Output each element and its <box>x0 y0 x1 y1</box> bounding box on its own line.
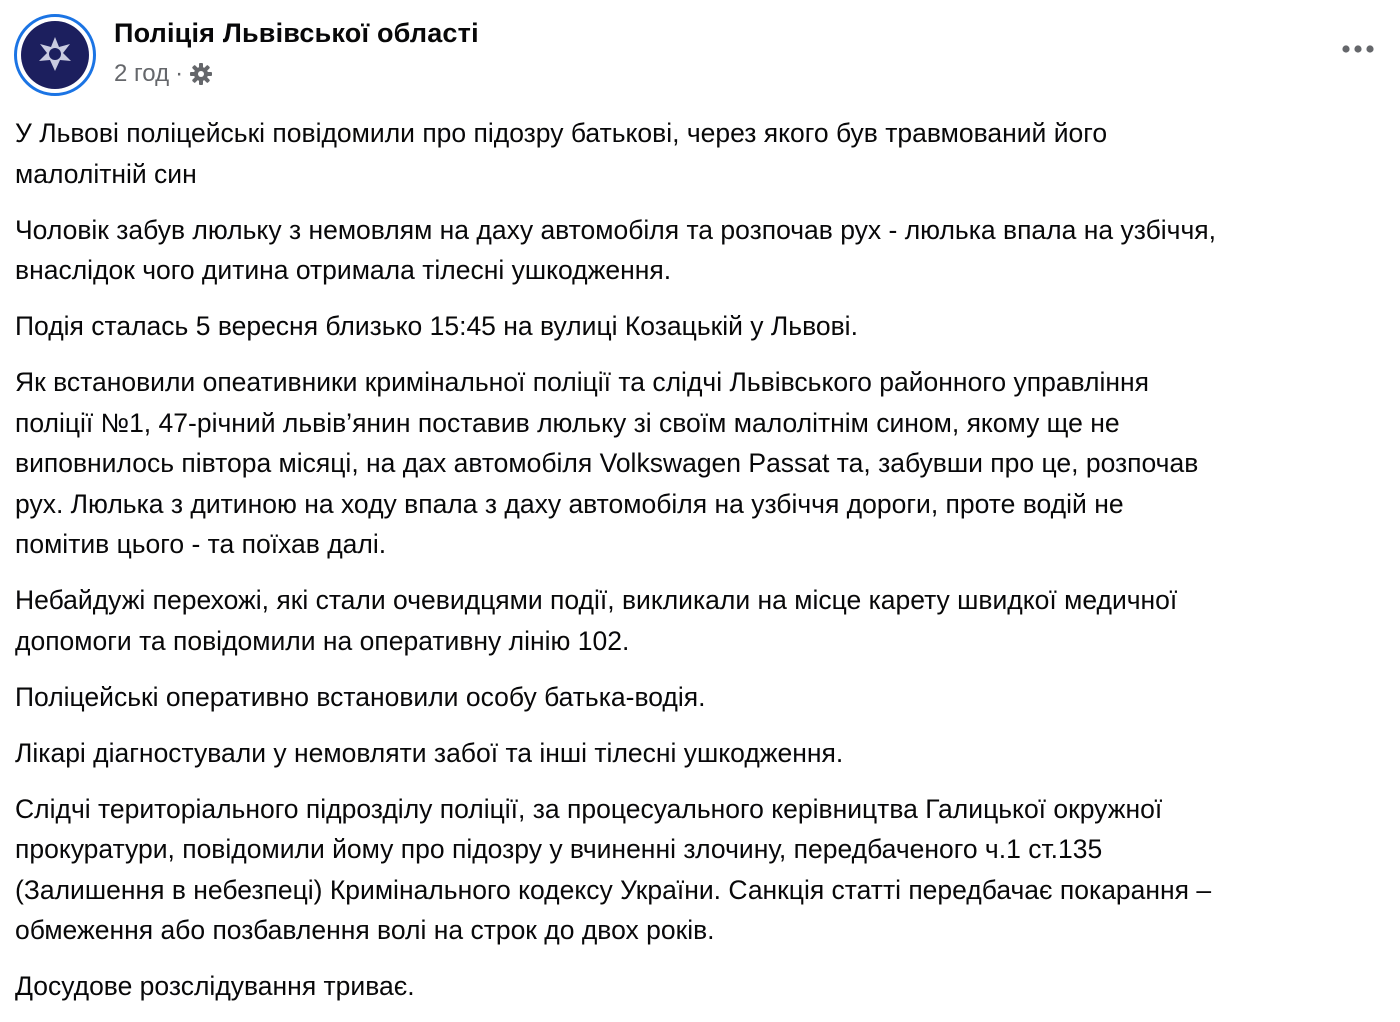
post-paragraph <box>15 362 1216 565</box>
paragraph-line: прокуратури, повідомили йому про підозру у вчиненні злочину, передбаченого ч.1 ст.135 <box>15 834 1103 864</box>
paragraph-line: Подія сталась 5 вересня близько 15:45 на вулиці Козацькій у Львові. <box>15 311 858 341</box>
paragraph-line: У Львові поліцейські повідомили про підозру батькові, через якого був травмований його <box>15 118 1108 148</box>
paragraph-line: обмеження або позбавлення волі на строк до двох років. <box>15 915 715 945</box>
paragraph-line: Досудове розслідування триває. <box>15 971 415 1001</box>
post-time-link[interactable]: 2 год <box>114 60 170 87</box>
post-paragraph <box>15 580 1216 661</box>
paragraph-line: (Залишення в небезпеці) Кримінального кодексу України. Санкція статті передбачає покарання – <box>15 874 1212 905</box>
paragraph-line: малолітній син <box>15 158 197 189</box>
police-logo <box>21 21 89 89</box>
page-name-link[interactable]: Поліція Львівської області <box>114 18 479 48</box>
paragraph-line: помітив цього - та поїхав далі. <box>15 529 387 559</box>
post-text <box>15 113 1216 1022</box>
police-star-icon <box>35 35 75 75</box>
paragraph-line: виповнилось півтора місяці, на дах автомобіля Volkswagen Passat та, забувши про це, розпочав <box>15 448 1199 478</box>
post-paragraph <box>15 677 1216 718</box>
gear-icon[interactable] <box>189 62 213 86</box>
paragraph-line: внаслідок чого дитина отримала тілесні ушкодження. <box>15 255 672 285</box>
paragraph-line: Небайдужі перехожі, які стали очевидцями події, викликали на місце карету швидкої медичної <box>15 585 1178 615</box>
post-paragraph <box>15 113 1216 194</box>
meta-separator: · <box>175 60 184 87</box>
post-meta <box>114 60 213 88</box>
paragraph-line: рух. Люлька з дитиною на ходу впала з даху автомобіля на узбіччя дороги, проте водій не <box>15 488 1124 519</box>
paragraph-line: Лікарі діагностували у немовляти забої та інші тілесні ушкодження. <box>15 737 844 768</box>
paragraph-line: поліції №1, 47-річний львів’янин поставив люльку зі своїм малолітнім сином, якому ще не <box>15 407 1120 438</box>
post-paragraph <box>15 966 1216 1007</box>
post-paragraph <box>15 733 1216 774</box>
paragraph-line: допомоги та повідомили на оперативну лінію 102. <box>15 625 630 656</box>
paragraph-line: Як встановили опеативники кримінальної поліції та слідчі Львівського районного управління <box>15 367 1150 397</box>
paragraph-line: Чоловік забув люльку з немовлям на даху автомобіля та розпочав рух - люлька впала на узбіччя, <box>15 214 1216 245</box>
paragraph-line: Поліцейські оперативно встановили особу батька-водія. <box>15 681 706 712</box>
paragraph-line: Слідчі територіального підрозділу поліції, за процесуального керівництва Галицької окружної <box>15 793 1163 824</box>
post-paragraph <box>15 789 1216 951</box>
post-paragraph <box>15 210 1216 291</box>
page-avatar[interactable] <box>14 14 96 96</box>
more-options-button[interactable] <box>1338 34 1378 64</box>
post-paragraph <box>15 306 1216 347</box>
more-horizontal-icon <box>1341 44 1375 54</box>
